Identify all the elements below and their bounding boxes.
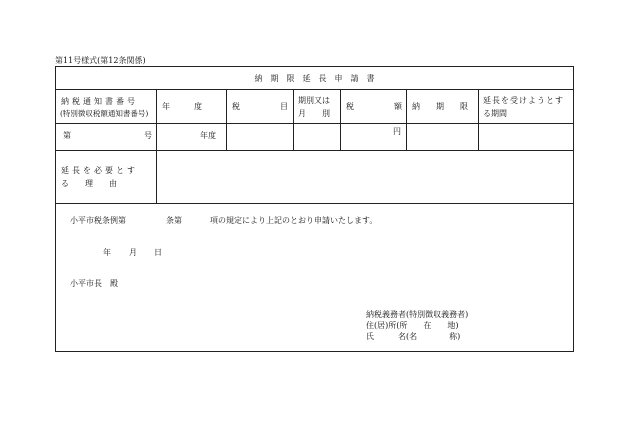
title-divider	[56, 89, 573, 90]
header-year: 年 度	[162, 102, 202, 111]
header-special-collection-notice-number: (特別徴収税額通知書番号)	[60, 109, 149, 118]
statement-ordinance: 小平市税条例第	[70, 216, 126, 225]
header-extension-period: 延長を受けようとす	[483, 96, 564, 105]
applicant-name-label: 氏 名(名 称)	[366, 332, 461, 341]
form-number-caption: 第11号様式(第12条関係)	[55, 56, 146, 65]
applicant-title: 納税義務者(特別徴収義務者)	[366, 310, 469, 319]
reason-divider	[56, 203, 573, 204]
header-month: 月 別	[298, 109, 330, 118]
column-divider-4	[340, 89, 341, 150]
header-tax-notice-number: 納税通知書番号	[61, 97, 138, 106]
header-period: る期間	[483, 109, 507, 118]
addressee: 小平市長 殿	[70, 279, 118, 288]
header-divider	[56, 123, 573, 124]
values-divider	[56, 150, 573, 151]
reason-label-line2: る 理 由	[61, 179, 117, 188]
date-year: 年	[103, 248, 111, 257]
date-day: 日	[154, 248, 162, 257]
extension-application-form	[55, 66, 574, 352]
number-prefix: 第	[63, 131, 71, 140]
column-divider-1	[156, 89, 157, 203]
column-divider-6	[478, 89, 479, 150]
statement-article: 条第	[166, 216, 182, 225]
date-month: 月	[129, 248, 137, 257]
column-divider-2	[226, 89, 227, 150]
reason-label: 延長を必要とす	[61, 166, 138, 175]
header-tax-amount: 税 額	[346, 102, 402, 111]
applicant-address-label: 住(居)所(所 在 地)	[366, 321, 459, 330]
statement-rest: 項の規定により上記のとおり申請いたします。	[210, 216, 378, 225]
year-suffix: 年度	[200, 131, 216, 140]
header-tax-item: 税 目	[232, 102, 288, 111]
amount-unit: 円	[393, 127, 401, 136]
header-due-date: 納 期 限	[412, 102, 468, 111]
form-title: 納 期 限 延 長 申 請 書	[254, 74, 375, 83]
number-suffix: 号	[144, 131, 152, 140]
column-divider-5	[406, 89, 407, 150]
column-divider-3	[293, 89, 294, 150]
header-installment: 期別又は	[298, 96, 330, 105]
